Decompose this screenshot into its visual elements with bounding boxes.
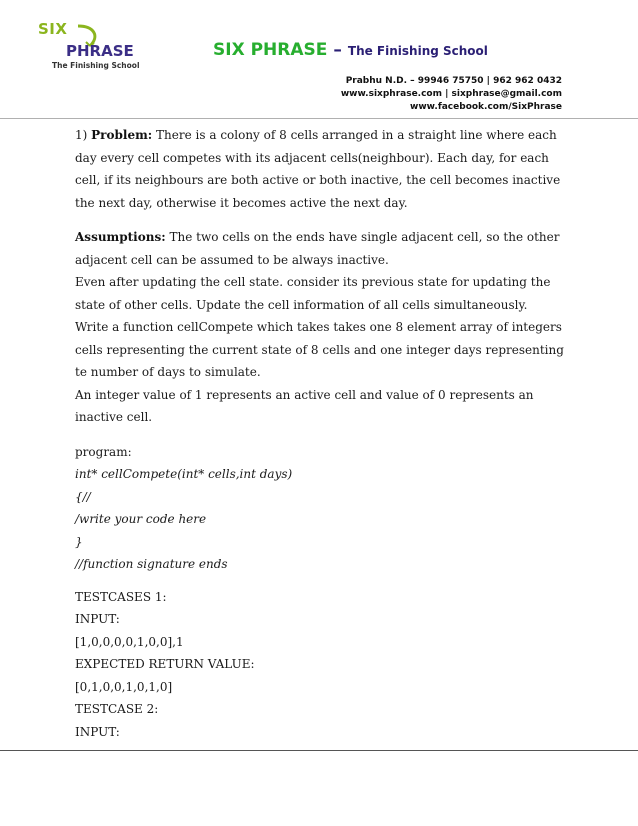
code-line: {// <box>75 489 91 504</box>
testcase-line: INPUT: <box>75 724 120 739</box>
assumptions-paragraph <box>75 226 567 271</box>
assumption-line: Even after updating the cell state. consider its previous state for updating the state of other cells. Update the cell information of all cells simultaneously. <box>75 275 551 312</box>
problem-paragraph <box>75 124 567 214</box>
brand-name: SIX PHRASE <box>213 40 328 60</box>
assumptions-label: Assumptions: <box>75 230 166 244</box>
program-label: program: <box>75 444 132 459</box>
code-line: /write your code here <box>75 512 207 526</box>
testcase-line: TESTCASE 2: <box>75 702 159 716</box>
six-phrase-logo <box>38 20 158 72</box>
assumption-line: Write a function cellCompete which takes takes one 8 element array of integers cells representing the current state of 8 cells and one integer days representing te number of days to simulate. <box>75 320 564 379</box>
brand-subtitle: The Finishing School <box>347 44 488 58</box>
testcase-line: [0,1,0,0,1,0,1,0] <box>75 679 173 694</box>
brand-title <box>213 40 488 60</box>
testcase-line: EXPECTED RETURN VALUE: <box>75 657 255 671</box>
document-body <box>75 124 567 743</box>
code-line: } <box>75 534 83 549</box>
contact-web-email: www.sixphrase.com | sixphrase@gmail.com <box>340 89 562 99</box>
problem-text: There is a colony of 8 cells arranged in a straight line where each day every cell competes with its adjacent cells(neighbour). Each day, for each cell, if its neighbours are both active or both inactive, the cell becomes inactive the next day, otherwise it becomes active the next day. <box>75 128 561 210</box>
logo-six-text: SIX <box>38 20 68 38</box>
contact-facebook: www.facebook.com/SixPhrase <box>410 102 562 112</box>
testcase-line: TESTCASES 1: <box>75 589 167 604</box>
header-divider <box>0 118 638 119</box>
brand-dash: – <box>333 40 342 60</box>
code-line: int* cellCompete(int* cells,int days) <box>75 467 293 481</box>
logo-phrase-text: PHRASE <box>66 42 134 60</box>
contact-phone: Prabhu N.D. – 99946 75750 | 962 962 0432 <box>345 76 562 86</box>
footer-divider <box>0 750 638 751</box>
testcase-line: INPUT: <box>75 612 120 626</box>
logo-tagline: The Finishing School <box>52 61 140 70</box>
assumption-line: An integer value of 1 represents an active cell and value of 0 represents an inactive cell. <box>75 387 534 424</box>
contact-block <box>341 75 562 114</box>
problem-label: Problem: <box>91 128 153 142</box>
code-line: //function signature ends <box>75 557 228 571</box>
assumptions-text: The two cells on the ends have single adjacent cell, so the other adjacent cell can be assumed to be always inactive. <box>75 230 560 267</box>
problem-number: 1) <box>75 128 88 142</box>
testcase-line: [1,0,0,0,0,1,0,0],1 <box>75 634 184 649</box>
